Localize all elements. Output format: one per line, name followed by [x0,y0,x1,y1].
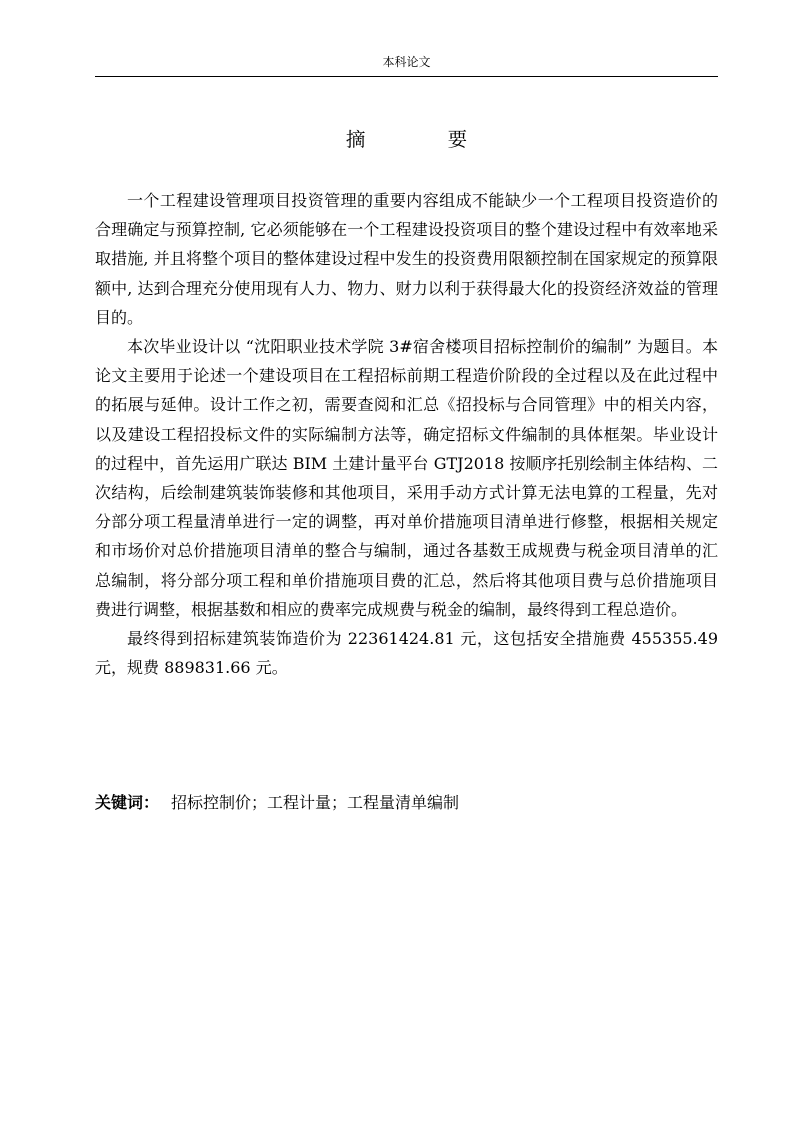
keywords-text: 招标控制价；工程计量；工程量清单编制 [171,793,460,812]
header-text: 本科论文 [382,55,431,69]
abstract-paragraph: 最终得到招标建筑装饰造价为 22361424.81 元，这包括安全措施费 455355.49 元，规费 889831.66 元。 [95,629,718,678]
abstract-body [95,186,718,682]
abstract-title: 摘 要 [345,128,506,151]
keywords-line [95,790,718,816]
page-header [95,52,718,77]
abstract-paragraph: 一个工程建设管理项目投资管理的重要内容组成不能缺少一个工程项目投资造价的合理确定与预算控制, 它必须能够在一个工程建设投资项目的整个建设过程中有效率地采取措施, 并且将整个项目的整体建设过程中发生的投资费用限额控制在国家规定的预算限额中, 达到合理充分使用现有人力、物力、财力以利于获得最大化的投资经济效益的管理目的。 [95,191,718,327]
keywords-label: 关键词： [95,793,160,812]
abstract-paragraph: 本次毕业设计以 “沈阳职业技术学院 3#宿舍楼项目招标控制价的编制” 为题目。本论文主要用于论述一个建设项目在工程招标前期工程造价阶段的全过程以及在此过程中的拓展与延伸。设计工作之初，需要查阅和汇总《招投标与合同管理》中的相关内容，以及建设工程招投标文件的实际编制方法等，确定招标文件编制的具体框架。毕业设计的过程中，首先运用广联达 BIM 土建计量平台 GTJ2018 按顺序托别绘制主体结构、二次结构，后绘制建筑装饰装修和其他项目，采用手动方式计算无法电算的工程量，先对分部分项工程量清单进行一定的调整，再对单价措施项目清单进行修整，根据相关规定和市场价对总价措施项目清单的整合与编制，通过各基数王成规费与税金项目清单的汇总编制，将分部分项工程和单价措施项目费的汇总，然后将其他项目费与总价措施项目费进行调整，根据基数和相应的费率完成规费与税金的编制，最终得到工程总造价。 [95,337,718,619]
